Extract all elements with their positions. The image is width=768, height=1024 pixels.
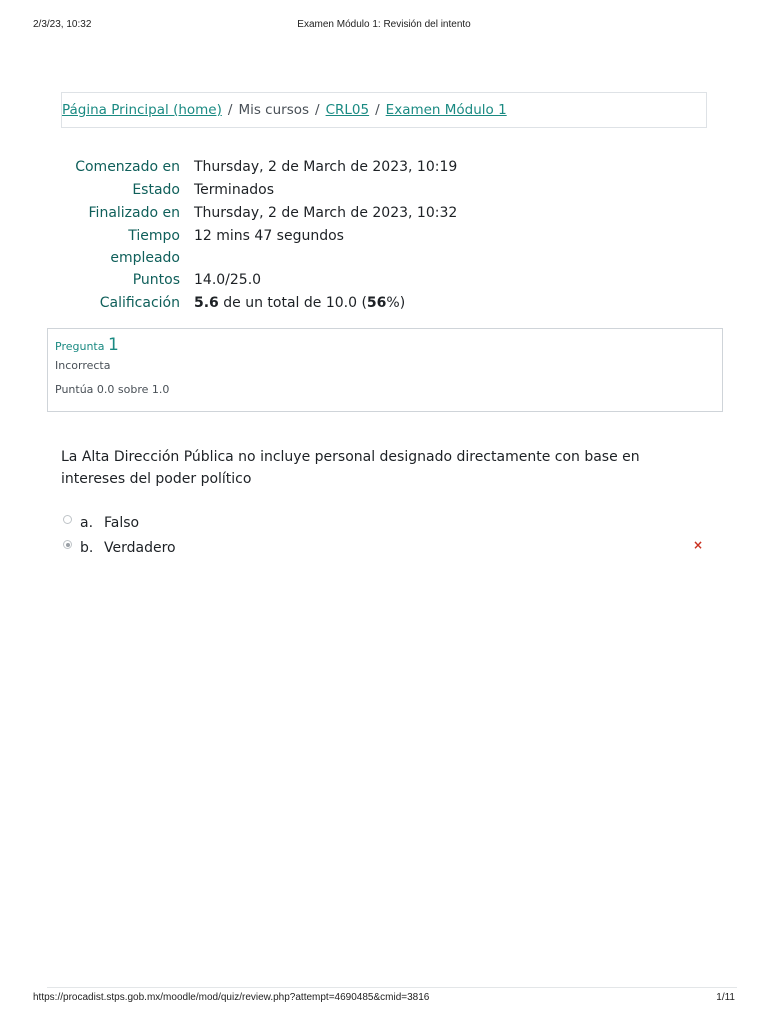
answer-a-radio[interactable] [63, 515, 72, 524]
attempt-summary [61, 156, 701, 315]
summary-row-marks [61, 269, 457, 292]
started-value: Thursday, 2 de March de 2023, 10:19 [194, 159, 458, 175]
question-grade: Puntúa 0.0 sobre 1.0 [55, 383, 170, 396]
question-number-value: 1 [107, 335, 119, 355]
print-header [0, 16, 768, 32]
print-title: Examen Módulo 1: Revisión del intento [297, 19, 471, 30]
grade-label: Calificación [99, 295, 180, 311]
time-value: 12 mins 47 segundos [194, 228, 344, 244]
breadcrumb-quiz-link[interactable]: Examen Módulo 1 [385, 102, 507, 118]
breadcrumb [61, 92, 707, 128]
answer-b-label: Verdadero [104, 539, 176, 556]
answer-option-b [63, 535, 713, 560]
marks-value: 14.0/25.0 [194, 272, 262, 288]
grade-total-text: de un total de 10.0 ( [218, 295, 367, 311]
question-label: Pregunta [55, 340, 105, 353]
print-footer [0, 992, 768, 1006]
print-date: 2/3/23, 10:32 [33, 19, 92, 30]
print-page-number: 1/11 [716, 992, 735, 1003]
summary-row-completed [61, 202, 457, 225]
attempt-summary-table [61, 156, 457, 315]
incorrect-icon: × [693, 538, 704, 552]
footer-divider [47, 987, 737, 988]
completed-value: Thursday, 2 de March de 2023, 10:32 [194, 205, 458, 221]
summary-row-state [61, 179, 457, 202]
completed-label: Finalizado en [88, 205, 180, 221]
breadcrumb-separator: / [227, 102, 233, 118]
grade-value [194, 292, 457, 315]
summary-row-time [61, 225, 457, 269]
summary-row-started [61, 156, 457, 179]
answer-a-letter: a. [80, 514, 94, 531]
state-label: Estado [132, 182, 180, 198]
question-number [55, 335, 715, 357]
state-value: Terminados [194, 182, 275, 198]
answer-b-letter: b. [80, 539, 94, 556]
time-label-line-2: empleado [110, 250, 180, 266]
breadcrumb-course-link[interactable]: CRL05 [325, 102, 370, 118]
breadcrumb-home-link[interactable]: Página Principal (home) [62, 102, 222, 118]
answer-option-a [63, 510, 713, 535]
breadcrumb-my-courses: Mis cursos [238, 102, 310, 118]
marks-label: Puntos [132, 272, 180, 288]
grade-percent: 56 [366, 295, 387, 311]
answer-a-label: Falso [104, 514, 140, 531]
breadcrumb-separator: / [375, 102, 380, 118]
time-label [61, 225, 194, 269]
question-info-box [47, 328, 723, 412]
answer-b-radio[interactable] [63, 540, 72, 549]
time-label-line-1: Tiempo [128, 228, 180, 244]
question-text: La Alta Dirección Pública no incluye personal designado directamente con base en intereses del poder político [61, 449, 640, 487]
answer-options [63, 510, 713, 560]
breadcrumb-separator: / [315, 102, 320, 118]
grade-score: 5.6 [194, 295, 219, 311]
question-state: Incorrecta [55, 359, 111, 372]
print-url: https://procadist.stps.gob.mx/moodle/mod/quiz/review.php?attempt=4690485&cmid=3816 [33, 992, 430, 1003]
grade-percent-suffix: %) [386, 295, 406, 311]
started-label: Comenzado en [75, 159, 180, 175]
summary-row-grade [61, 292, 457, 315]
